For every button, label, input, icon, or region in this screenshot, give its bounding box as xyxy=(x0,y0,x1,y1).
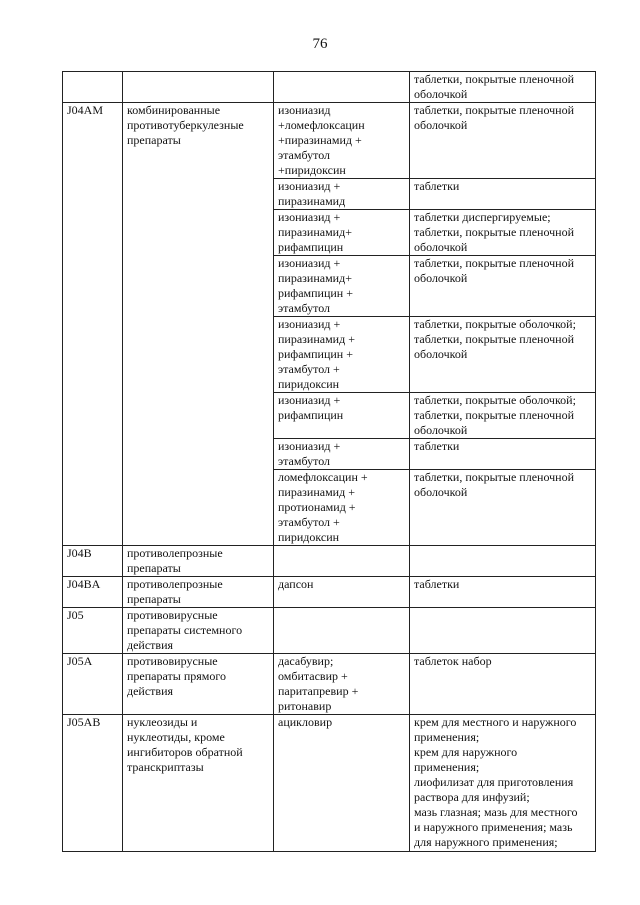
name-line: противолепрозные xyxy=(127,577,223,591)
drug-line: ритонавир xyxy=(278,699,332,713)
drug-line: рифампицин xyxy=(278,240,344,254)
code-line: J05 xyxy=(67,608,84,622)
form-line: оболочкой xyxy=(414,271,468,285)
drug-line: изониазид + xyxy=(278,256,341,270)
form-line: таблетки, покрытые пленочной xyxy=(414,408,575,422)
form-line: для наружного применения; xyxy=(414,835,558,849)
form-cell xyxy=(410,546,596,577)
name-line: противовирусные xyxy=(127,608,218,622)
name-line: противотуберкулезные xyxy=(127,118,244,132)
drug-line: этамбутол xyxy=(278,454,331,468)
name-line: препараты xyxy=(127,592,181,606)
code-line: J04BA xyxy=(67,577,101,591)
table-row xyxy=(63,654,596,715)
form-cell xyxy=(410,179,596,210)
drug-line: рифампицин + xyxy=(278,347,353,361)
drug-line: пиразинамид + xyxy=(278,485,355,499)
drug-line: изониазид + xyxy=(278,179,341,193)
drug-line: рифампицин + xyxy=(278,286,353,300)
form-line: оболочкой xyxy=(414,485,468,499)
code-cell xyxy=(63,577,123,608)
drug-cell xyxy=(274,654,410,715)
name-line: нуклеотиды, кроме xyxy=(127,730,225,744)
name-cell xyxy=(123,577,274,608)
drug-line: пиразинамид xyxy=(278,194,346,208)
drug-cell xyxy=(274,470,410,546)
form-line: оболочкой xyxy=(414,87,468,101)
form-cell xyxy=(410,317,596,393)
table-row xyxy=(63,577,596,608)
name-line: ингибиторов обратной xyxy=(127,745,243,759)
form-cell xyxy=(410,654,596,715)
name-line: препараты системного xyxy=(127,623,243,637)
drug-cell xyxy=(274,715,410,852)
form-line: крем для наружного xyxy=(414,745,518,759)
drug-line: пиразинамид+ xyxy=(278,225,352,239)
drug-table xyxy=(62,71,596,852)
drug-line: ломефлоксацин + xyxy=(278,470,368,484)
form-cell xyxy=(410,393,596,439)
form-line: таблетки, покрытые оболочкой; xyxy=(414,393,576,407)
name-line: транскриптазы xyxy=(127,760,204,774)
name-line: противовирусные xyxy=(127,654,218,668)
drug-line: паритапревир + xyxy=(278,684,359,698)
code-line: J04AM xyxy=(67,103,104,117)
drug-line: изониазид + xyxy=(278,393,341,407)
drug-table-body xyxy=(63,72,596,852)
form-cell xyxy=(410,256,596,317)
form-cell xyxy=(410,439,596,470)
drug-line: дапсон xyxy=(278,577,314,591)
form-line: таблетки, покрытые пленочной xyxy=(414,470,575,484)
form-line: таблетки, покрытые пленочной xyxy=(414,332,575,346)
drug-line: этамбутол + xyxy=(278,362,340,376)
form-cell xyxy=(410,470,596,546)
name-line: нуклеозиды и xyxy=(127,715,198,729)
table-row xyxy=(63,715,596,852)
form-cell xyxy=(410,577,596,608)
table-row xyxy=(63,103,596,179)
drug-line: ацикловир xyxy=(278,715,333,729)
form-line: и наружного применения; мазь xyxy=(414,820,573,834)
name-cell xyxy=(123,715,274,852)
form-cell xyxy=(410,210,596,256)
drug-line: протионамид + xyxy=(278,500,356,514)
form-line: лиофилизат для приготовления xyxy=(414,775,574,789)
code-line: J05AB xyxy=(67,715,101,729)
drug-cell xyxy=(274,577,410,608)
table-row xyxy=(63,72,596,103)
drug-line: пиридоксин xyxy=(278,377,340,391)
code-line: J05A xyxy=(67,654,93,668)
drug-line: этамбутол xyxy=(278,148,331,162)
form-line: оболочкой xyxy=(414,347,468,361)
form-line: таблетки, покрытые оболочкой; xyxy=(414,317,576,331)
drug-cell xyxy=(274,179,410,210)
drug-cell xyxy=(274,256,410,317)
drug-line: рифампицин xyxy=(278,408,344,422)
form-cell xyxy=(410,103,596,179)
drug-cell xyxy=(274,608,410,654)
drug-line: изониазид xyxy=(278,103,331,117)
form-cell xyxy=(410,608,596,654)
form-cell xyxy=(410,715,596,852)
drug-cell xyxy=(274,393,410,439)
drug-cell xyxy=(274,103,410,179)
name-line: препараты xyxy=(127,561,181,575)
drug-line: пиразинамид+ xyxy=(278,271,352,285)
name-line: действия xyxy=(127,638,174,652)
name-line: препараты xyxy=(127,133,181,147)
table-row xyxy=(63,546,596,577)
drug-line: омбитасвир + xyxy=(278,669,348,683)
code-line: J04B xyxy=(67,546,92,560)
form-line: оболочкой xyxy=(414,240,468,254)
form-line: таблетки xyxy=(414,577,460,591)
form-line: мазь глазная; мазь для местного xyxy=(414,805,578,819)
name-cell xyxy=(123,654,274,715)
drug-line: изониазид + xyxy=(278,439,341,453)
form-line: таблетки диспергируемые; xyxy=(414,210,551,224)
drug-cell xyxy=(274,439,410,470)
form-line: таблетки xyxy=(414,439,460,453)
form-line: таблетки, покрытые пленочной xyxy=(414,256,575,270)
drug-line: +ломефлоксацин xyxy=(278,118,365,132)
drug-line: +пиридоксин xyxy=(278,163,346,177)
form-line: оболочкой xyxy=(414,423,468,437)
code-cell xyxy=(63,715,123,852)
code-cell xyxy=(63,608,123,654)
drug-line: дасабувир; xyxy=(278,654,334,668)
form-line: оболочкой xyxy=(414,118,468,132)
form-line: раствора для инфузий; xyxy=(414,790,530,804)
form-line: таблетки, покрытые пленочной xyxy=(414,225,575,239)
drug-cell xyxy=(274,546,410,577)
code-cell xyxy=(63,546,123,577)
form-line: таблетки, покрытые пленочной xyxy=(414,72,575,86)
drug-cell xyxy=(274,72,410,103)
name-cell xyxy=(123,72,274,103)
name-line: противолепрозные xyxy=(127,546,223,560)
name-line: действия xyxy=(127,684,174,698)
drug-line: этамбутол + xyxy=(278,515,340,529)
drug-line: +пиразинамид + xyxy=(278,133,362,147)
name-cell xyxy=(123,608,274,654)
drug-cell xyxy=(274,317,410,393)
name-cell xyxy=(123,103,274,546)
form-line: таблетки, покрытые пленочной xyxy=(414,103,575,117)
form-line: крем для местного и наружного xyxy=(414,715,577,729)
form-cell xyxy=(410,72,596,103)
form-line: таблеток набор xyxy=(414,654,492,668)
code-cell xyxy=(63,72,123,103)
drug-cell xyxy=(274,210,410,256)
form-line: применения; xyxy=(414,730,480,744)
drug-line: изониазид + xyxy=(278,210,341,224)
name-cell xyxy=(123,546,274,577)
drug-line: изониазид + xyxy=(278,317,341,331)
code-cell xyxy=(63,103,123,546)
drug-line: пиразинамид + xyxy=(278,332,355,346)
drug-line: пиридоксин xyxy=(278,530,340,544)
code-cell xyxy=(63,654,123,715)
form-line: таблетки xyxy=(414,179,460,193)
drug-line: этамбутол xyxy=(278,301,331,315)
page-number: 76 xyxy=(312,36,328,52)
form-line: применения; xyxy=(414,760,480,774)
name-line: комбинированные xyxy=(127,103,221,117)
name-line: препараты прямого xyxy=(127,669,226,683)
table-row xyxy=(63,608,596,654)
